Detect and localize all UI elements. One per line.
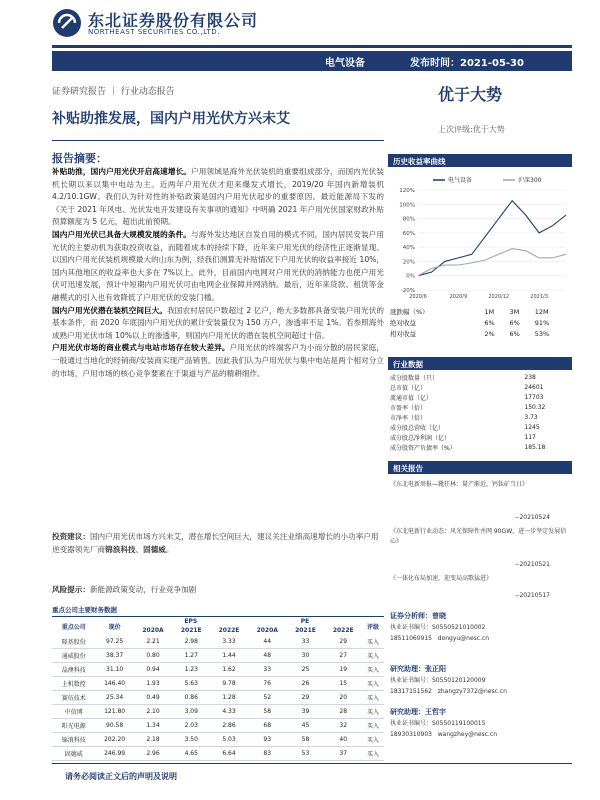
invest-pick: 固德威 bbox=[143, 544, 166, 554]
risk-text: 新能源政策变动，行业竞争加剧 bbox=[89, 585, 197, 594]
rating-cell: 买入 bbox=[362, 691, 384, 705]
series-line bbox=[418, 201, 566, 276]
return-chart bbox=[388, 172, 572, 300]
perf-cell: 相对收益 bbox=[390, 330, 416, 338]
eps-cell: 2.98 bbox=[172, 635, 210, 649]
pe-cell: 32 bbox=[324, 719, 362, 733]
eps-cell: 1.93 bbox=[134, 677, 173, 691]
y-tick-label: 100% bbox=[399, 202, 415, 209]
pe-cell: 58 bbox=[248, 705, 287, 719]
perf-header: 12M bbox=[534, 307, 549, 316]
pe-cell: 28 bbox=[324, 705, 362, 719]
stats-value: 117 bbox=[524, 433, 536, 441]
col-year: 2020A bbox=[256, 627, 278, 634]
pe-cell: 93 bbox=[248, 733, 287, 747]
pe-cell: 45 bbox=[287, 719, 325, 733]
analyst-block bbox=[390, 611, 489, 644]
col-rating: 评级 bbox=[362, 617, 384, 636]
pe-cell: 83 bbox=[248, 747, 287, 761]
stats-label: 成分股数量（只） bbox=[390, 374, 439, 382]
pe-cell: 52 bbox=[248, 691, 287, 705]
table-row bbox=[52, 747, 384, 761]
company-name: 固德威 bbox=[52, 747, 96, 761]
eps-cell: 2.86 bbox=[210, 719, 248, 733]
pe-cell: 26 bbox=[287, 677, 325, 691]
pe-cell: 33 bbox=[287, 635, 325, 649]
y-tick-label: 40% bbox=[402, 245, 415, 252]
legend-label: 电气设备 bbox=[448, 177, 473, 184]
y-tick-label: 20% bbox=[402, 259, 415, 266]
stats-label: 市盈率（倍） bbox=[390, 404, 427, 412]
company-name: 中信博 bbox=[52, 705, 96, 719]
company-table bbox=[52, 616, 384, 761]
analyst-license: 执业证书编号：S0550521010002 bbox=[390, 624, 486, 631]
y-tick-label: 0% bbox=[406, 273, 415, 280]
analyst-block bbox=[390, 664, 507, 697]
eps-cell: 2.96 bbox=[134, 747, 173, 761]
x-tick-label: 2020/6 bbox=[409, 294, 427, 300]
col-year: 2021E bbox=[180, 627, 202, 634]
stats-row bbox=[390, 432, 570, 442]
eps-cell: 4.33 bbox=[210, 705, 248, 719]
analyst-role: 研究助理： bbox=[390, 665, 425, 673]
pe-cell: 58 bbox=[287, 733, 325, 747]
rating-cell: 买入 bbox=[362, 677, 384, 691]
x-tick-label: 2020/12 bbox=[488, 294, 510, 300]
eps-cell: 1.62 bbox=[210, 663, 248, 677]
table-row bbox=[52, 719, 384, 733]
summary-text: 我国农村居民户数超过 2 亿户，绝大多数都具备安装户用光伏的基本条件，而 2020 年底国内户用光伏的累计安装量仅为 150 万户，渗透率不足 1%。若参照海外成熟户用光伏市场 10%以上的渗透率，则国内户用光伏的潜在装机空间超过十倍。 bbox=[52, 305, 384, 340]
pe-cell: 29 bbox=[324, 635, 362, 649]
rating-cell: 买入 bbox=[362, 705, 384, 719]
invest-pick: 锦浪科技 bbox=[105, 544, 136, 554]
col-year: 2020A bbox=[142, 627, 164, 634]
price-cell: 38.37 bbox=[96, 649, 134, 663]
x-tick-label: 2021/3 bbox=[530, 294, 548, 300]
related-report[interactable]: 《一体化布局加速，迎变局高歌猛进》 bbox=[390, 575, 493, 582]
stats-value: 17703 bbox=[524, 393, 544, 401]
company-rows bbox=[52, 635, 384, 761]
summary-body bbox=[52, 166, 384, 380]
analyst-license: 执业证书编号：S0550119100015 bbox=[390, 720, 486, 727]
table-row bbox=[52, 635, 384, 649]
previous-rating: 上次评级:优于大势 bbox=[438, 125, 505, 134]
company-name-cn: 东北证券股份有限公司 bbox=[88, 11, 259, 30]
title-rule bbox=[52, 140, 384, 141]
analyst-block bbox=[390, 707, 497, 740]
company-name: 阳光电源 bbox=[52, 719, 96, 733]
rating-cell: 买入 bbox=[362, 635, 384, 649]
report-title: 补贴助推发展，国内户用光伏方兴未艾 bbox=[52, 111, 290, 127]
company-name-en: NORTHEAST SECURITIES CO.,LTD. bbox=[88, 28, 220, 36]
legend-label: 沪深300 bbox=[518, 177, 542, 184]
eps-cell: 1.28 bbox=[210, 691, 248, 705]
rating-cell: 买入 bbox=[362, 733, 384, 747]
related-section-title: 相关报告 bbox=[393, 464, 423, 473]
perf-cell: 6% bbox=[484, 318, 495, 327]
analyst-phone: 18317151562 bbox=[390, 688, 432, 695]
eps-cell: 3.33 bbox=[210, 635, 248, 649]
price-cell: 97.25 bbox=[96, 635, 134, 649]
analyst-phone: 18511060915 bbox=[390, 635, 432, 642]
related-date: --20210521 bbox=[515, 561, 550, 568]
perf-header: 1M bbox=[484, 307, 495, 316]
rating-cell: 买入 bbox=[362, 649, 384, 663]
perf-cell: 绝对收益 bbox=[390, 319, 416, 327]
eps-cell: 5.63 bbox=[172, 677, 210, 691]
risk-label: 风险提示： bbox=[52, 585, 90, 594]
y-tick-label: 120% bbox=[399, 188, 415, 194]
stats-label: 成分股总营收（亿） bbox=[390, 424, 445, 432]
stats-label: 总市值（亿） bbox=[390, 384, 427, 392]
y-tick-label: -20% bbox=[400, 288, 415, 294]
stats-label: 成分股总净利润（亿） bbox=[390, 434, 451, 442]
col-pe: PE bbox=[248, 617, 362, 627]
summary-lead: 国内户用光伏已具备大规模发展的条件。 bbox=[52, 229, 192, 239]
table-row bbox=[52, 705, 384, 719]
col-eps: EPS bbox=[134, 617, 248, 627]
footer-rule bbox=[52, 763, 572, 764]
table-row bbox=[52, 691, 384, 705]
stats-value: 185.18 bbox=[524, 443, 546, 451]
related-date: --20210524 bbox=[515, 514, 550, 521]
company-name: 隆基股份 bbox=[52, 635, 96, 649]
perf-cell: 2% bbox=[484, 329, 495, 338]
eps-cell: 1.23 bbox=[172, 663, 210, 677]
industry-rating: 优于大势 bbox=[438, 85, 503, 104]
summary-text: 与海外发达地区自发自用的模式不同，国内居民安装户用光伏的主要动机为获取投资收益，而随着成本的持续下降，近年来户用光伏的经济性正逐渐显现。以国内户用光伏装机规模最大的山东为例，经我们测算无补贴情况下户用光伏的收益率接近 10%，国内其他地区的收益率也大多在 7%以上。此外，目前国内电网对户用光伏的消纳能力也使户用光伏可迅速发展，预计中短期内户用光伏可由电网企业保障并网消纳。最后，近年来贷款、租赁等金融模式的引入也有效降低了户用光伏的安装门槛。 bbox=[52, 229, 384, 302]
stats-row bbox=[390, 442, 570, 452]
y-tick-label: 80% bbox=[402, 216, 415, 223]
stats-value: 1245 bbox=[524, 423, 540, 431]
stats-row bbox=[390, 402, 570, 412]
perf-row bbox=[390, 317, 570, 328]
pe-cell: 53 bbox=[287, 747, 325, 761]
stats-label: 市净率（倍） bbox=[390, 414, 427, 422]
company-name: 晶澳科技 bbox=[52, 663, 96, 677]
stats-value: 3.73 bbox=[524, 413, 538, 421]
industry-stats-table bbox=[390, 372, 570, 452]
series-line bbox=[418, 249, 566, 276]
pe-cell: 76 bbox=[248, 677, 287, 691]
company-name: 赛伍技术 bbox=[52, 691, 96, 705]
pe-cell: 44 bbox=[248, 635, 287, 649]
performance-table bbox=[390, 306, 570, 339]
pe-cell: 68 bbox=[248, 719, 287, 733]
summary-lead: 国内户用光伏潜在装机空间巨大。 bbox=[52, 305, 168, 315]
pe-cell: 29 bbox=[287, 691, 325, 705]
pe-cell: 19 bbox=[324, 663, 362, 677]
x-tick-label: 2020/9 bbox=[449, 294, 468, 300]
table-row bbox=[52, 663, 384, 677]
company-logo bbox=[52, 8, 82, 38]
perf-header: 3M bbox=[509, 307, 520, 316]
col-year: 2021E bbox=[295, 627, 316, 634]
analyst-email[interactable]: dongyu@nesc.cn bbox=[437, 635, 490, 642]
industry-label: 电气设备 bbox=[325, 58, 365, 69]
analyst-name: 曾晓 bbox=[432, 612, 446, 620]
analyst-name: 张正阳 bbox=[425, 665, 446, 673]
eps-cell: 0.94 bbox=[134, 663, 173, 677]
company-name: 通威股份 bbox=[52, 649, 96, 663]
stats-row bbox=[390, 412, 570, 422]
summary-lead: 补贴助推，国内户用光伏开启高速增长。 bbox=[52, 167, 192, 176]
col-price: 现价 bbox=[96, 617, 134, 636]
eps-cell: 5.03 bbox=[210, 733, 248, 747]
report-type: 证券研究报告 ｜ 行业动态报告 bbox=[52, 87, 175, 97]
y-tick-label: 60% bbox=[402, 230, 415, 237]
publish-date: 发布时间：2021-05-30 bbox=[410, 58, 524, 69]
summary-lead: 户用光伏市场的商业模式与电站市场存在较大差异。 bbox=[52, 343, 230, 353]
pe-cell: 20 bbox=[324, 691, 362, 705]
eps-cell: 3.50 bbox=[172, 733, 210, 747]
pe-cell: 48 bbox=[248, 649, 287, 663]
pe-cell: 15 bbox=[324, 677, 362, 691]
stats-row bbox=[390, 382, 570, 392]
eps-cell: 0.49 bbox=[134, 691, 173, 705]
stats-value: 238 bbox=[524, 373, 536, 381]
chart-section-title: 历史收益率曲线 bbox=[393, 157, 446, 166]
stats-value: 150.32 bbox=[524, 403, 546, 411]
eps-cell: 0.80 bbox=[134, 649, 173, 663]
investment-advice bbox=[52, 531, 384, 556]
disclaimer: 请务必阅读正文后的声明及说明 bbox=[65, 772, 177, 781]
rating-cell: 买入 bbox=[362, 663, 384, 677]
header-rule bbox=[52, 45, 572, 48]
eps-cell: 6.64 bbox=[210, 747, 248, 761]
pe-cell: 25 bbox=[287, 663, 325, 677]
pe-cell: 39 bbox=[287, 705, 325, 719]
price-cell: 146.40 bbox=[96, 677, 134, 691]
analyst-name: 王哲宇 bbox=[425, 708, 446, 716]
col-company: 重点公司 bbox=[52, 617, 96, 636]
stats-section-title: 行业数据 bbox=[393, 360, 423, 369]
company-name: 锦浪科技 bbox=[52, 733, 96, 747]
col-year: 2022E bbox=[332, 627, 354, 634]
price-cell: 202.20 bbox=[96, 733, 134, 747]
eps-cell: 2.03 bbox=[172, 719, 210, 733]
rating-cell: 买入 bbox=[362, 719, 384, 733]
eps-cell: 1.27 bbox=[172, 649, 210, 663]
analyst-role: 证券分析师： bbox=[390, 612, 432, 620]
related-date: --20210517 bbox=[515, 592, 550, 599]
eps-cell: 1.34 bbox=[134, 719, 173, 733]
analyst-phone: 18930310903 bbox=[390, 731, 432, 738]
company-name: 上机数控 bbox=[52, 677, 96, 691]
summary-paragraph bbox=[52, 166, 384, 229]
perf-cell: 6% bbox=[509, 329, 520, 338]
perf-cell: 53% bbox=[534, 329, 550, 338]
analyst-email[interactable]: zhangzy7372@nesc.cn bbox=[437, 688, 507, 695]
stats-row bbox=[390, 372, 570, 382]
stats-row bbox=[390, 422, 570, 432]
price-cell: 121.80 bbox=[96, 705, 134, 719]
analyst-email[interactable]: wangzhey@nesc.cn bbox=[437, 731, 498, 738]
pe-cell: 40 bbox=[324, 733, 362, 747]
table-row bbox=[52, 733, 384, 747]
stats-label: 流通市值（亿） bbox=[390, 394, 433, 402]
company-table-title: 重点公司主要财务数据 bbox=[52, 606, 117, 614]
perf-header: 涨跌幅（%） bbox=[390, 308, 429, 316]
invest-label: 投资建议： bbox=[52, 532, 90, 541]
pe-cell: 30 bbox=[287, 649, 325, 663]
rating-cell: 买入 bbox=[362, 747, 384, 761]
summary-paragraph bbox=[52, 305, 384, 343]
eps-cell: 2.18 bbox=[134, 733, 173, 747]
related-report[interactable]: 《东北电新周报—靴狂林：量产渐近，钙钛矿当日》 bbox=[390, 481, 529, 488]
pe-cell: 37 bbox=[324, 747, 362, 761]
price-cell: 246.99 bbox=[96, 747, 134, 761]
price-cell: 25.34 bbox=[96, 691, 134, 705]
invest-end: 。 bbox=[165, 544, 174, 554]
table-row bbox=[52, 677, 384, 691]
related-report[interactable]: 《东北电新行业动态：风光保障性并网 90GW，进一步坚定发展信心》 bbox=[390, 528, 567, 545]
eps-cell: 1.44 bbox=[210, 649, 248, 663]
pe-cell: 33 bbox=[248, 663, 287, 677]
eps-cell: 2.10 bbox=[134, 705, 173, 719]
analyst-license: 执业证书编号：S0550120120009 bbox=[390, 677, 486, 684]
eps-cell: 3.09 bbox=[172, 705, 210, 719]
perf-cell: 91% bbox=[534, 318, 550, 327]
stats-label: 成分股资产负债率（%） bbox=[390, 444, 456, 452]
eps-cell: 4.65 bbox=[172, 747, 210, 761]
invest-sep: 、 bbox=[135, 544, 144, 554]
price-cell: 31.10 bbox=[96, 663, 134, 677]
invest-text: 国内户用光伏市场方兴未艾，潜在增长空间巨大，建议关注业绩高速增长的小功率户用逆变器领先厂商 bbox=[52, 532, 379, 554]
price-cell: 90.58 bbox=[96, 719, 134, 733]
eps-cell: 0.86 bbox=[172, 691, 210, 705]
summary-text: 户用领域是海外光伏装机的重要组成部分，而国内光伏装机长期以来以集中电站为主。近两年户用光伏才迎来爆发式增长，2019/20 年国内新增装机 4.2/10.1GW。我们认为针对性的补贴政策是国内户用光伏起步的重要原因。最近能源局下发的《关于 2021 年风电、光伏发电开发建设有关事项的通知》中明确 2021 年户用光伏国家财政补贴预算额度为 5 亿元，超出此前预期。 bbox=[52, 167, 384, 227]
summary-heading: 报告摘要： bbox=[52, 152, 107, 165]
risk-warning bbox=[52, 584, 384, 595]
summary-paragraph bbox=[52, 229, 384, 305]
eps-cell: 9.78 bbox=[210, 677, 248, 691]
stats-value: 24601 bbox=[524, 383, 544, 391]
summary-text: 户用光伏的终端客户为小而分散的居民家庭，一般通过当地化的经销商/安装商实现产品销售。因此我们认为户用光伏与集中电站是两个相对分立的市场，户用市场的核心竞争要素在于渠道与产品的精耕细作。 bbox=[52, 343, 385, 378]
pe-cell: 27 bbox=[324, 649, 362, 663]
analyst-role: 研究助理： bbox=[390, 708, 425, 716]
stats-row bbox=[390, 392, 570, 402]
perf-header-row bbox=[390, 306, 570, 317]
perf-cell: 6% bbox=[509, 318, 520, 327]
summary-paragraph bbox=[52, 342, 384, 380]
table-row bbox=[52, 649, 384, 663]
eps-cell: 2.21 bbox=[134, 635, 173, 649]
col-year: 2022E bbox=[218, 627, 240, 634]
perf-row bbox=[390, 328, 570, 339]
